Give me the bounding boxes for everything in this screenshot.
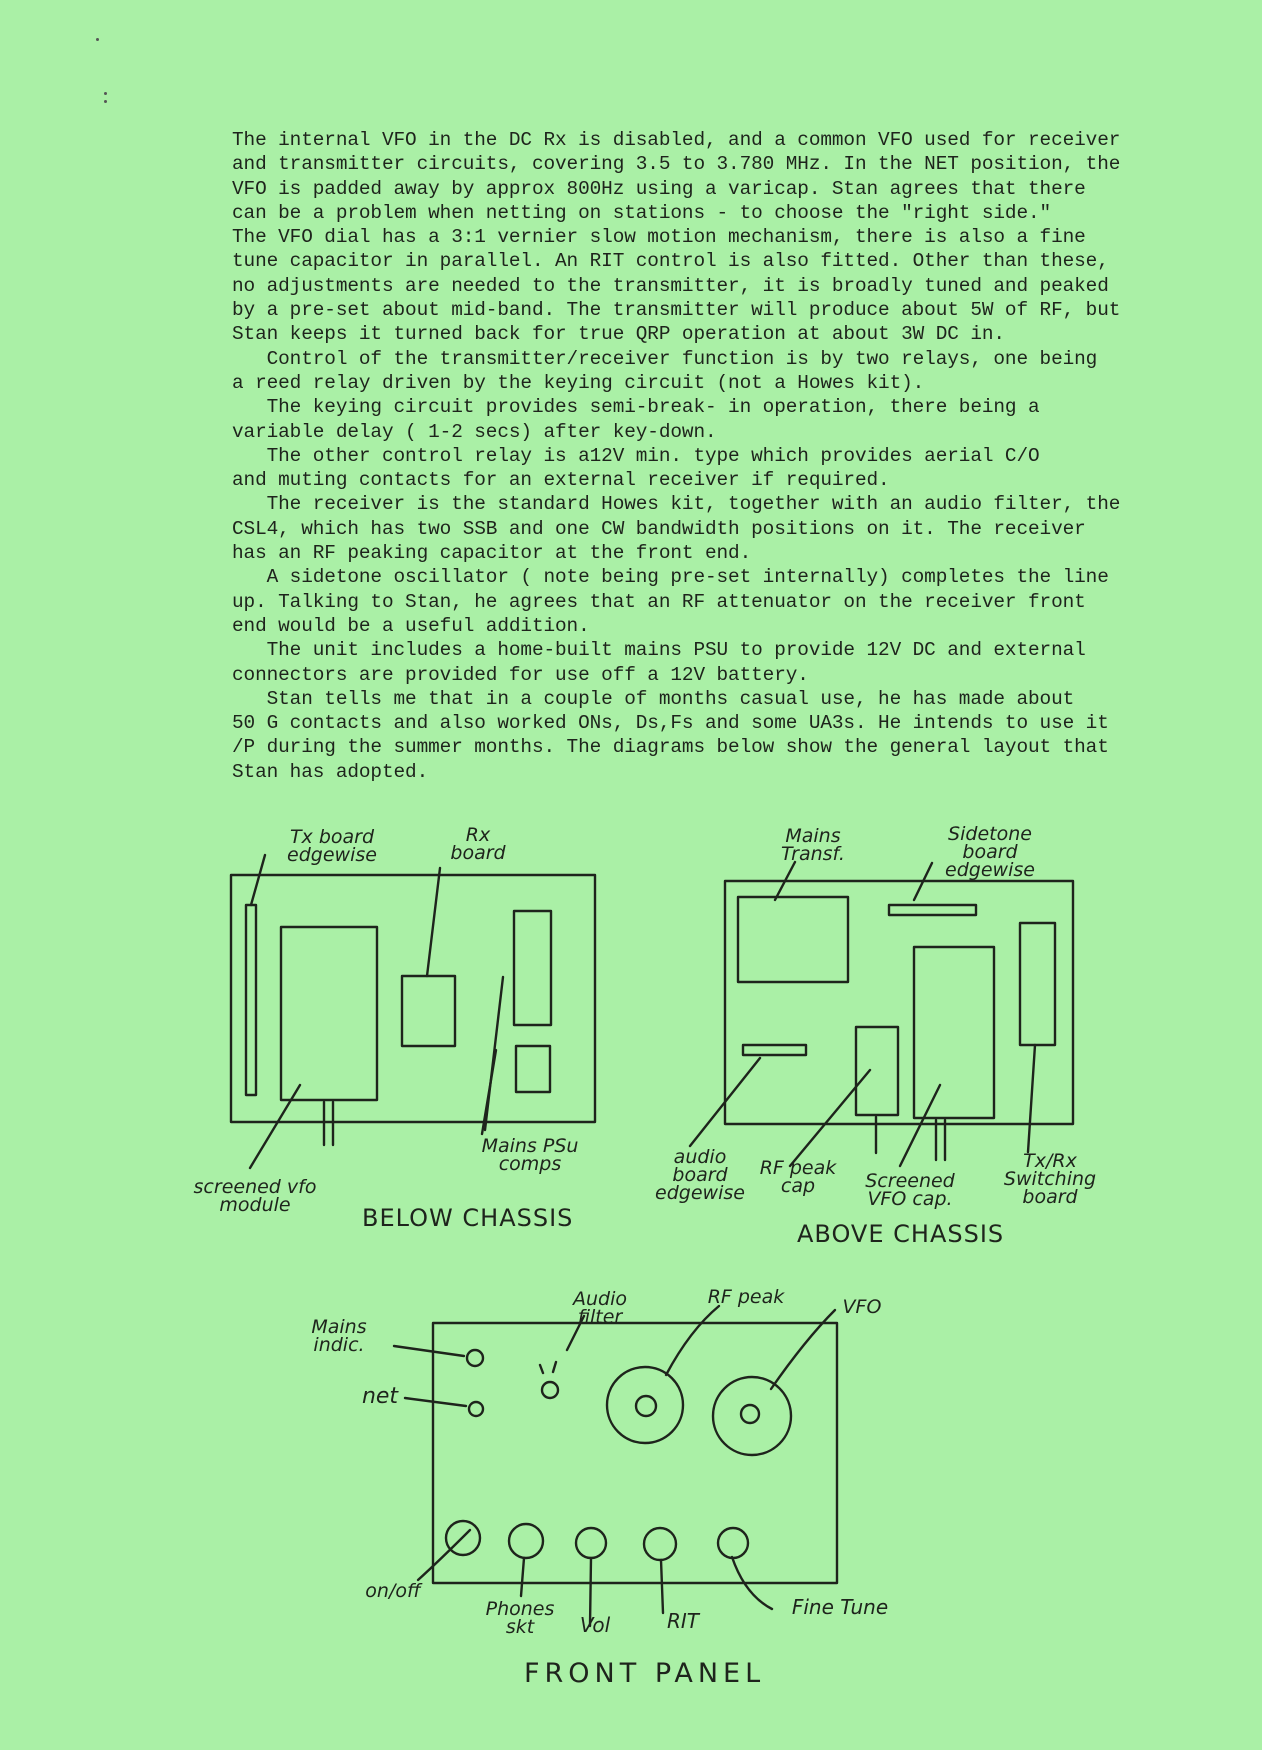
rit-knob — [644, 1528, 676, 1560]
tx-board-label: Tx board edgewise — [287, 826, 377, 866]
mains-transformer — [738, 897, 848, 982]
on-off-label: on/off — [365, 1580, 421, 1602]
mains-transf-label: Mains Transf. — [781, 825, 845, 865]
rit-leader — [661, 1560, 663, 1613]
vfo-module-leader — [250, 1085, 300, 1168]
audio-filter-label: Audio filter — [572, 1288, 627, 1328]
volume-knob — [576, 1528, 606, 1558]
mains-indicator — [467, 1350, 483, 1366]
article-line: The internal VFO in the DC Rx is disabled, and a common VFO used for receiver — [232, 129, 1121, 151]
filter-tick — [540, 1365, 543, 1373]
txrx-switching-board — [1020, 923, 1055, 1045]
article-line: VFO is padded away by approx 800Hz using a varicap. Stan agrees that there — [232, 177, 1086, 200]
audio-board — [743, 1045, 806, 1055]
article-line: Stan has adopted. — [232, 760, 429, 783]
below-chassis-diagram — [231, 855, 595, 1168]
article-line: A sidetone oscillator ( note being pre-set internally) completes the line — [232, 566, 1109, 589]
below-chassis-title: BELOW CHASSIS — [362, 1204, 574, 1232]
vfo-label: VFO — [842, 1296, 882, 1318]
phones-label: Phones skt — [485, 1598, 555, 1638]
article-line: The unit includes a home-built mains PSU to provide 12V DC and external — [232, 639, 1086, 662]
vfo-knob-outer — [713, 1377, 791, 1455]
rf-peak-cap-label: RF peak cap — [759, 1157, 837, 1197]
filter-tick — [553, 1362, 556, 1372]
article-line: The other control relay is a12V min. type which provides aerial C/O — [232, 444, 1040, 467]
article-line: a reed relay driven by the keying circuit (not a Howes kit). — [232, 371, 925, 394]
article-line: has an RF peaking capacitor at the front end. — [232, 542, 752, 565]
rf-peak-knob-outer — [607, 1367, 683, 1443]
article-line: up. Talking to Stan, he agrees that an RF attenuator on the receiver front — [232, 590, 1086, 613]
fine-tune-knob — [718, 1528, 748, 1558]
rx-board-leader — [427, 868, 440, 976]
article-line: connectors are provided for use off a 12V battery. — [232, 663, 809, 686]
article-line: CSL4, which has two SSB and one CW bandwidth positions on it. The receiver — [232, 517, 1086, 540]
front-panel-diagram — [394, 1306, 837, 1626]
net-label: net — [361, 1384, 399, 1409]
psu-component — [516, 1046, 550, 1092]
article-line: The keying circuit provides semi-break- in operation, there being a — [232, 396, 1040, 419]
article-line: 50 G contacts and also worked ONs, Ds,Fs and some UA3s. He intends to use it — [232, 712, 1109, 735]
phones-leader — [521, 1558, 524, 1596]
article-line: by a pre-set about mid-band. The transmitter will produce about 5W of RF, but — [232, 299, 1121, 322]
rf-cap-leader — [790, 1070, 870, 1166]
above-chassis-diagram — [690, 862, 1073, 1166]
vfo-knob-inner — [741, 1405, 759, 1423]
mains-indic-label: Mains indic. — [311, 1316, 367, 1356]
article-line: The VFO dial has a 3:1 vernier slow motion mechanism, there is also a fine — [232, 226, 1086, 249]
article-line: variable delay ( 1-2 secs) after key-down. — [232, 420, 717, 443]
screened-vfo-module — [281, 927, 377, 1100]
rit-label: RIT — [666, 1609, 699, 1633]
screened-vfo-cap — [914, 947, 994, 1118]
article-line: end would be a useful addition. — [232, 614, 590, 637]
article-line: and transmitter circuits, covering 3.5 to 3.780 MHz. In the NET position, the — [232, 153, 1121, 176]
rf-peak-leader — [666, 1306, 719, 1375]
vol-label: Vol — [579, 1613, 611, 1637]
audio-board-label: audio board edgewise — [655, 1146, 745, 1204]
rx-board-label: Rx board — [450, 824, 506, 864]
net-switch — [469, 1402, 483, 1416]
net-leader — [405, 1398, 466, 1406]
sidetone-board — [889, 905, 976, 915]
mains-psu-label: Mains PSu comps — [481, 1135, 579, 1175]
article-line: Stan keeps it turned back for true QRP operation at about 3W DC in. — [232, 323, 1005, 346]
fine-tune-label: Fine Tune — [791, 1595, 889, 1619]
rf-peak-cap — [856, 1027, 898, 1115]
article-line: tune capacitor in parallel. An RIT control is also fitted. Other than these, — [232, 250, 1109, 273]
article-line: /P during the summer months. The diagrams below show the general layout that — [232, 736, 1109, 759]
front-panel-title: FRONT PANEL — [524, 1658, 766, 1689]
vfo-cap-leader — [900, 1085, 940, 1166]
article-line: Stan tells me that in a couple of months casual use, he has made about — [232, 687, 1075, 710]
article-line: no adjustments are needed to the transmitter, it is broadly tuned and peaked — [232, 274, 1109, 297]
txrx-board-label: Tx/Rx Switching board — [1003, 1150, 1097, 1208]
sidetone-label: Sidetone board edgewise — [945, 823, 1035, 881]
audio-filter-switch — [542, 1382, 558, 1398]
phones-socket — [509, 1524, 543, 1558]
front-panel-outline — [433, 1323, 837, 1583]
tx-board-edgewise — [246, 905, 256, 1095]
rf-peak-label: RF peak — [707, 1286, 785, 1308]
article-line: and muting contacts for an external receiver if required. — [232, 469, 890, 492]
psu-board — [514, 911, 551, 1025]
article-line: The receiver is the standard Howes kit, together with an audio filter, the — [232, 493, 1121, 516]
rf-peak-knob-inner — [636, 1396, 656, 1416]
screened-vfo-label: screened vfo module — [193, 1176, 317, 1216]
screened-vfo-cap-label: Screened VFO cap. — [865, 1170, 955, 1210]
txrx-leader — [1028, 1045, 1035, 1152]
above-chassis-title: ABOVE CHASSIS — [797, 1220, 1005, 1248]
mains-leader — [394, 1346, 464, 1356]
rx-board — [402, 976, 455, 1046]
article-line: can be a problem when netting on stations - to choose the "right side." — [232, 201, 1052, 224]
article-line: Control of the transmitter/receiver function is by two relays, one being — [232, 347, 1098, 370]
